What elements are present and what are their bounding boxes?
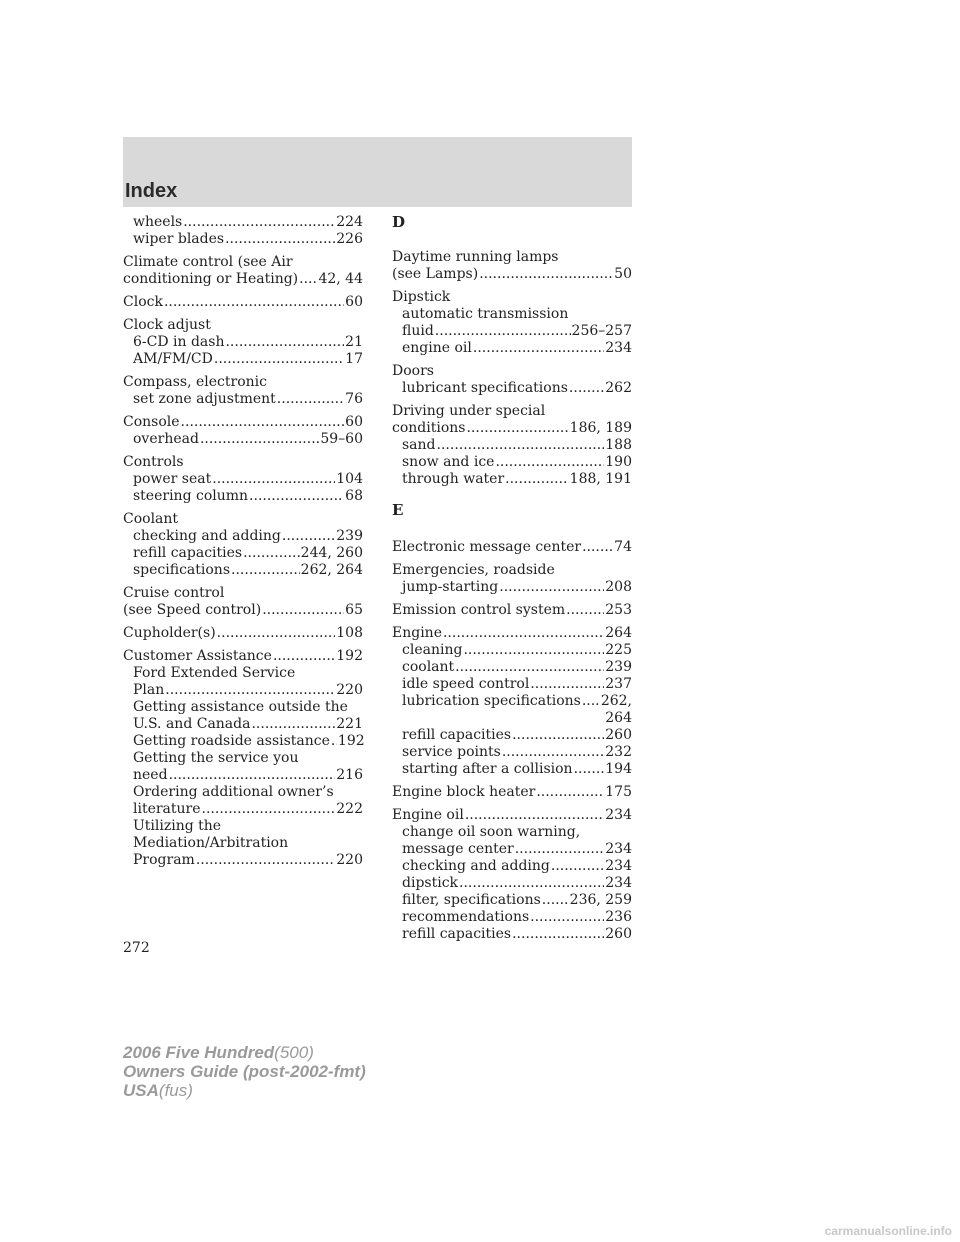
index-subterm xyxy=(392,744,632,761)
index-subterm xyxy=(392,380,632,397)
footer-market-code: (fus) xyxy=(158,1081,193,1100)
index-term-text: Utilizing the xyxy=(133,818,222,834)
index-page-ref: 253 xyxy=(605,602,632,618)
index-term-text: Customer Assistance xyxy=(123,648,272,664)
index-term-text: conditions xyxy=(392,420,466,436)
index-term-text: Dipstick xyxy=(392,289,451,305)
dot-leader xyxy=(515,841,605,858)
index-entry xyxy=(123,511,363,579)
index-subterm xyxy=(123,351,363,368)
index-subterm xyxy=(123,431,363,448)
footer-model: 2006 Five Hundred xyxy=(123,1043,275,1062)
index-term xyxy=(123,414,363,431)
index-term-text: Coolant xyxy=(123,511,179,527)
index-subterm xyxy=(123,784,363,801)
index-term xyxy=(123,511,363,528)
index-term xyxy=(392,784,632,801)
index-term-text: Ordering additional owner’s xyxy=(133,784,334,800)
section-title: Index xyxy=(125,180,178,202)
index-page-ref: 262 xyxy=(605,380,632,396)
index-page-ref: 21 xyxy=(345,334,363,350)
index-term xyxy=(392,562,632,579)
index-term-text: Getting the service you xyxy=(133,750,299,766)
index-entry xyxy=(392,403,632,488)
index-entry xyxy=(123,317,363,368)
index-page-ref: 225 xyxy=(605,642,632,658)
index-page-ref: 194 xyxy=(605,761,632,777)
index-subterm xyxy=(123,528,363,545)
index-term-text: Engine xyxy=(392,625,442,641)
dot-leader xyxy=(465,807,604,824)
index-subterm xyxy=(123,767,363,784)
dot-leader xyxy=(466,420,568,437)
index-page-ref: 74 xyxy=(614,539,632,555)
index-term-text: Mediation/Arbitration xyxy=(133,835,289,851)
index-subterm xyxy=(392,892,632,909)
dot-leader xyxy=(196,852,335,869)
index-subterm xyxy=(392,858,632,875)
index-page-ref: 175 xyxy=(605,784,632,800)
index-entry xyxy=(392,539,632,556)
index-term xyxy=(392,403,632,420)
index-subterm xyxy=(123,665,363,682)
index-column-right xyxy=(392,214,632,943)
index-term xyxy=(123,454,363,471)
index-term xyxy=(123,271,363,288)
index-subterm xyxy=(392,926,632,943)
index-page-ref: 236, 259 xyxy=(569,892,632,908)
dot-leader xyxy=(183,214,335,231)
index-page-ref: 60 xyxy=(345,414,363,430)
index-term-text: Cruise control xyxy=(123,585,225,601)
index-term-text: Daytime running lamps xyxy=(392,249,559,265)
index-page-ref: 260 xyxy=(605,926,632,942)
index-entry xyxy=(392,807,632,943)
index-term-text: AM/FM/CD xyxy=(133,351,213,367)
dot-leader xyxy=(214,351,344,368)
index-subterm xyxy=(392,306,632,323)
index-term-text: starting after a collision xyxy=(402,761,573,777)
watermark-text: carmanualsonline.info xyxy=(824,1224,952,1238)
index-term-text: snow and ice xyxy=(402,454,495,470)
index-entry xyxy=(123,254,363,288)
index-term-text: message center xyxy=(402,841,514,857)
index-term-text: Clock xyxy=(123,294,163,310)
index-page-ref: 239 xyxy=(336,528,363,544)
index-entry xyxy=(123,625,363,642)
index-subterm xyxy=(123,750,363,767)
index-term xyxy=(123,317,363,334)
index-term-text: Plan xyxy=(133,682,165,698)
index-term-text: Climate control (see Air xyxy=(123,254,293,270)
dot-leader xyxy=(231,562,300,579)
index-term-text: need xyxy=(133,767,168,783)
index-column-left xyxy=(123,214,363,869)
index-entry xyxy=(392,249,632,283)
index-term-text: Clock adjust xyxy=(123,317,211,333)
index-entry xyxy=(123,414,363,448)
index-subterm xyxy=(392,454,632,471)
index-entry xyxy=(392,363,632,397)
dot-leader xyxy=(443,625,604,642)
index-term-text: Emergencies, roadside xyxy=(392,562,555,578)
index-term-text: checking and adding xyxy=(133,528,281,544)
index-subterm xyxy=(392,761,632,778)
index-subterm xyxy=(123,835,363,852)
index-term-text: recommendations xyxy=(402,909,530,925)
dot-leader xyxy=(243,545,300,562)
index-term-text: through water xyxy=(402,471,505,487)
index-page-ref: 226 xyxy=(336,231,363,247)
dot-leader xyxy=(202,801,336,818)
index-page-ref: 220 xyxy=(336,852,363,868)
index-entry xyxy=(123,454,363,505)
index-page-ref: 59–60 xyxy=(320,431,363,447)
index-term-text: engine oil xyxy=(402,340,472,356)
index-page-ref: 65 xyxy=(345,602,363,618)
index-page-ref: 76 xyxy=(345,391,363,407)
index-term-text: cleaning xyxy=(402,642,463,658)
index-term xyxy=(123,585,363,602)
index-page-ref: 237 xyxy=(605,676,632,692)
index-subterm xyxy=(392,471,632,488)
dot-leader xyxy=(566,602,604,619)
dot-leader xyxy=(495,454,604,471)
index-subterm xyxy=(123,716,363,733)
index-page-ref: 220 xyxy=(336,682,363,698)
index-page-ref: 108 xyxy=(336,625,363,641)
index-letter-e: E xyxy=(392,501,404,519)
index-entry xyxy=(123,585,363,619)
index-entry xyxy=(392,289,632,357)
index-page-ref: 208 xyxy=(605,579,632,595)
index-page-ref: 17 xyxy=(345,351,363,367)
index-term-text: sand xyxy=(402,437,436,453)
index-subterm xyxy=(392,909,632,926)
dot-leader xyxy=(574,761,605,778)
index-term-text: wiper blades xyxy=(133,231,225,247)
index-term xyxy=(123,294,363,311)
dot-leader xyxy=(582,539,613,556)
index-term-text: service points xyxy=(402,744,501,760)
index-term-text: refill capacities xyxy=(402,727,512,743)
index-page-ref: 188 xyxy=(605,437,632,453)
dot-leader xyxy=(499,579,604,596)
index-term-text: Engine block heater xyxy=(392,784,536,800)
index-subterm xyxy=(123,818,363,835)
index-term-text: power seat xyxy=(133,471,212,487)
dot-leader xyxy=(251,716,335,733)
index-subterm xyxy=(123,231,363,248)
dot-leader xyxy=(181,414,345,431)
index-term-text: Program xyxy=(133,852,195,868)
dot-leader xyxy=(502,744,604,761)
dot-leader xyxy=(282,528,335,545)
index-term-text: Getting roadside assistance xyxy=(133,733,330,749)
index-page-ref: 234 xyxy=(605,340,632,356)
index-entry xyxy=(123,648,363,869)
index-subterm xyxy=(392,642,632,659)
index-term xyxy=(392,363,632,380)
index-term xyxy=(123,625,363,642)
index-group-e xyxy=(392,539,632,943)
index-letter-d: D xyxy=(392,213,406,231)
dot-leader xyxy=(455,659,604,676)
index-term xyxy=(123,602,363,619)
index-term-text: (see Speed control) xyxy=(123,602,262,618)
dot-leader xyxy=(249,488,344,505)
index-term-text: specifications xyxy=(133,562,231,578)
index-term-text: Console xyxy=(123,414,180,430)
index-entry xyxy=(392,784,632,801)
index-subterm xyxy=(392,727,632,744)
index-term-text: Driving under special xyxy=(392,403,546,419)
index-term-text: Ford Extended Service xyxy=(133,665,296,681)
index-term-text: 6-CD in dash xyxy=(133,334,225,350)
index-subterm xyxy=(123,545,363,562)
index-term-text: Electronic message center xyxy=(392,539,582,555)
dot-leader xyxy=(551,858,604,875)
index-term-text: Compass, electronic xyxy=(123,374,267,390)
dot-leader xyxy=(277,391,344,408)
index-term-text: lubrication specifications xyxy=(402,693,581,709)
dot-leader xyxy=(530,909,604,926)
index-term-text: refill capacities xyxy=(402,926,512,942)
index-entry xyxy=(123,214,363,248)
index-page-ref: 239 xyxy=(605,659,632,675)
index-term-text: fluid xyxy=(402,323,434,339)
index-subterm xyxy=(123,852,363,869)
index-term xyxy=(123,374,363,391)
index-subterm xyxy=(392,824,632,841)
index-term-text: steering column xyxy=(133,488,249,504)
footer-guide: Owners Guide (post-2002-fmt) xyxy=(123,1062,366,1081)
index-page-ref: 222 xyxy=(336,801,363,817)
index-subterm xyxy=(392,659,632,676)
dot-leader xyxy=(530,676,604,693)
index-group-d xyxy=(392,249,632,488)
dot-leader xyxy=(165,682,335,699)
index-term-text: lubricant specifications xyxy=(402,380,568,396)
index-page-ref: 104 xyxy=(336,471,363,487)
index-term-text: idle speed control xyxy=(402,676,530,692)
dot-leader xyxy=(169,767,336,784)
dot-leader xyxy=(200,431,319,448)
index-term xyxy=(392,807,632,824)
index-term xyxy=(392,249,632,266)
index-term-text: Cupholder(s) xyxy=(123,625,216,641)
document-footer xyxy=(123,1043,366,1100)
dot-leader xyxy=(542,892,569,909)
index-term-text: wheels xyxy=(133,214,183,230)
index-subterm xyxy=(392,437,632,454)
index-page-ref: 192 xyxy=(336,648,363,664)
index-page-ref: 262, 264 xyxy=(300,562,363,578)
index-page-ref: 234 xyxy=(605,875,632,891)
index-entry xyxy=(392,562,632,596)
index-term xyxy=(392,625,632,642)
index-page-ref: 190 xyxy=(605,454,632,470)
index-page-ref-continued: 264 xyxy=(605,710,632,726)
dot-leader xyxy=(262,602,344,619)
index-term-text: jump-starting xyxy=(402,579,499,595)
dot-leader xyxy=(582,693,600,710)
index-page-ref: 262, xyxy=(600,693,632,709)
index-term-text: literature xyxy=(133,801,201,817)
index-subterm xyxy=(392,875,632,892)
dot-leader xyxy=(463,642,604,659)
dot-leader xyxy=(536,784,604,801)
dot-leader xyxy=(225,334,344,351)
dot-leader xyxy=(273,648,335,665)
index-subterm xyxy=(392,841,632,858)
index-page-ref: 236 xyxy=(605,909,632,925)
index-term-text: coolant xyxy=(402,659,455,675)
index-page-ref: 264 xyxy=(605,625,632,641)
index-page-ref: 68 xyxy=(345,488,363,504)
dot-leader xyxy=(512,926,604,943)
index-subterm xyxy=(392,676,632,693)
index-page-ref: 232 xyxy=(605,744,632,760)
index-term-text: filter, specifications xyxy=(402,892,541,908)
dot-leader xyxy=(217,625,336,642)
index-page-ref: 186, 189 xyxy=(569,420,632,436)
index-term-text: Controls xyxy=(123,454,184,470)
index-page-ref: 260 xyxy=(605,727,632,743)
index-subterm xyxy=(123,334,363,351)
index-page-ref: 244, 260 xyxy=(300,545,363,561)
index-subterm xyxy=(123,488,363,505)
index-subterm xyxy=(123,214,363,231)
index-page-ref: 42, 44 xyxy=(318,271,363,287)
dot-leader xyxy=(437,437,605,454)
index-term xyxy=(123,648,363,665)
index-term-text: conditioning or Heating) xyxy=(123,271,299,287)
index-term-text: Getting assistance outside the xyxy=(133,699,348,715)
dot-leader xyxy=(299,271,317,288)
dot-leader xyxy=(164,294,344,311)
page-number: 272 xyxy=(123,940,150,956)
index-term xyxy=(392,420,632,437)
index-term xyxy=(392,289,632,306)
index-page-ref: 224 xyxy=(336,214,363,230)
dot-leader xyxy=(505,471,569,488)
dot-leader xyxy=(473,340,604,357)
index-subterm xyxy=(123,471,363,488)
index-term xyxy=(392,602,632,619)
index-subterm xyxy=(392,693,632,710)
index-term-text: change oil soon warning, xyxy=(402,824,581,840)
index-entry xyxy=(392,625,632,778)
dot-leader xyxy=(435,323,571,340)
index-term-text: (see Lamps) xyxy=(392,266,479,282)
index-subterm xyxy=(123,682,363,699)
dot-leader xyxy=(569,380,604,397)
index-term xyxy=(392,266,632,283)
index-subterm xyxy=(123,562,363,579)
index-page-ref: 221 xyxy=(336,716,363,732)
index-entry xyxy=(392,602,632,619)
index-page-ref: 234 xyxy=(605,807,632,823)
index-term-text: Emission control system xyxy=(392,602,566,618)
dot-leader xyxy=(331,733,337,750)
index-term-text: U.S. and Canada xyxy=(133,716,251,732)
index-page-ref: 234 xyxy=(605,841,632,857)
dot-leader xyxy=(459,875,604,892)
dot-leader xyxy=(512,727,604,744)
index-page-ref: 192 xyxy=(337,733,365,749)
index-page-ref: 256–257 xyxy=(571,323,632,339)
index-page-ref: 216 xyxy=(336,767,363,783)
dot-leader xyxy=(212,471,335,488)
index-subterm xyxy=(123,801,363,818)
index-subterm xyxy=(392,579,632,596)
index-page-ref: 234 xyxy=(605,858,632,874)
index-subterm xyxy=(123,699,363,716)
section-header-band xyxy=(123,137,632,207)
index-entry xyxy=(123,374,363,408)
index-term-text: automatic transmission xyxy=(402,306,569,322)
index-term-text: dipstick xyxy=(402,875,459,891)
index-page-ref: 50 xyxy=(614,266,632,282)
index-term-text: checking and adding xyxy=(402,858,550,874)
index-subterm xyxy=(392,340,632,357)
index-page-ref: 188, 191 xyxy=(569,471,632,487)
footer-market: USA xyxy=(123,1081,159,1100)
index-subterm xyxy=(123,391,363,408)
index-entry xyxy=(123,294,363,311)
index-term-text: overhead xyxy=(133,431,199,447)
index-term xyxy=(123,254,363,271)
index-term-text: refill capacities xyxy=(133,545,243,561)
index-term-text: set zone adjustment xyxy=(133,391,276,407)
index-page-ref: 60 xyxy=(345,294,363,310)
dot-leader xyxy=(225,231,335,248)
index-term-text: Engine oil xyxy=(392,807,464,823)
footer-model-code: (500) xyxy=(274,1043,314,1062)
index-subterm xyxy=(123,733,363,750)
index-term-text: Doors xyxy=(392,363,434,379)
dot-leader xyxy=(479,266,613,283)
index-term xyxy=(392,539,632,556)
index-subterm xyxy=(392,323,632,340)
